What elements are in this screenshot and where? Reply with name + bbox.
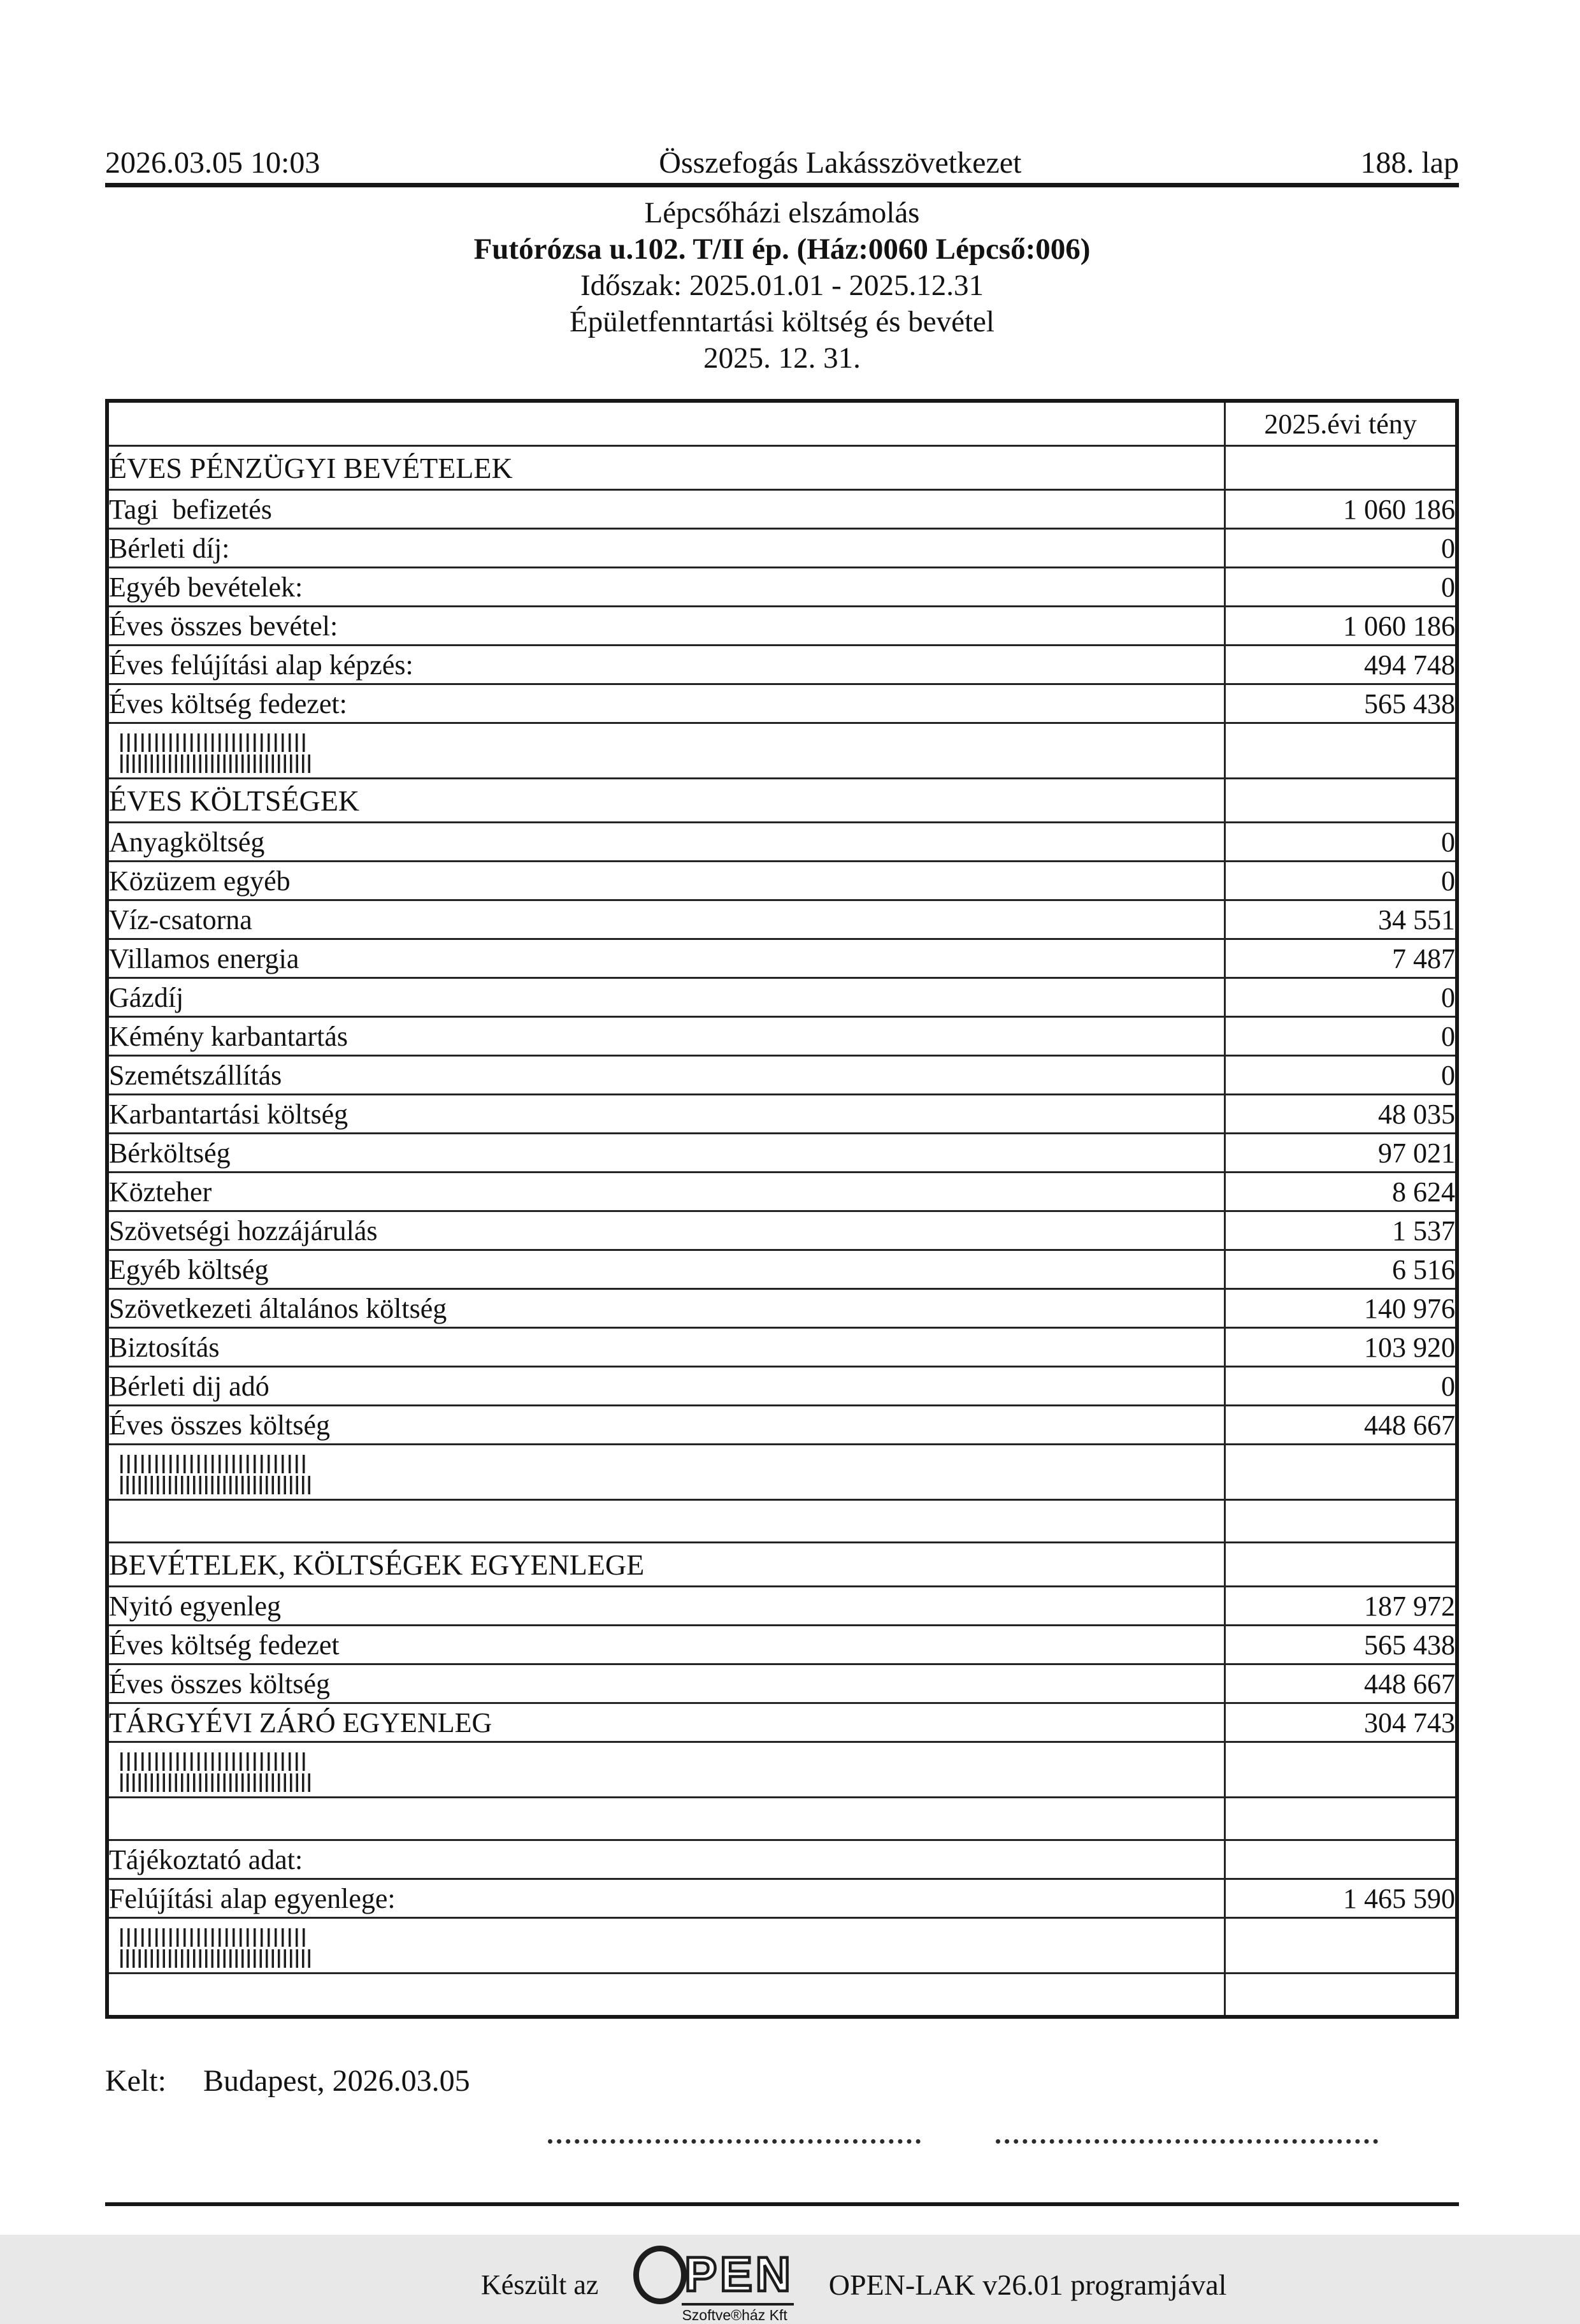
row-label: Szövetségi hozzájárulás [107, 1211, 1225, 1250]
row-value: 0 [1225, 1017, 1458, 1056]
table-row [107, 1095, 1457, 1134]
row-value [1225, 1742, 1458, 1798]
open-softwarehouse-logo [633, 2246, 793, 2324]
hatch-bar [120, 754, 313, 773]
row-value: 97 021 [1225, 1134, 1458, 1173]
logo-pen-letters: PEN [684, 2248, 794, 2302]
row-value: 1 060 186 [1225, 490, 1458, 529]
hatch-bar [120, 1752, 305, 1771]
table-row [107, 1879, 1457, 1918]
table-row [107, 1587, 1457, 1626]
made-with-prefix: Készült az [481, 2269, 599, 2301]
hatch-bar [120, 1455, 305, 1473]
value-column-header: 2025.évi tény [1225, 401, 1458, 446]
made-with-row [481, 2246, 1459, 2324]
table-row [107, 1445, 1457, 1500]
header-page-number: 188. lap [1360, 146, 1459, 180]
title-subject: Épületfenntartási költség és bevétel [570, 305, 995, 338]
hatch-bar [120, 1949, 313, 1968]
row-label: Közteher [107, 1173, 1225, 1211]
row-value: 0 [1225, 1056, 1458, 1095]
logo-o-circle-icon [633, 2246, 687, 2304]
signature-dotted-line [548, 2138, 921, 2144]
row-label [107, 1798, 1225, 1840]
row-value [1225, 1500, 1458, 1543]
table-row [107, 779, 1457, 823]
row-label: Tagi befizetés [107, 490, 1225, 529]
title-date: 2025. 12. 31. [703, 341, 861, 375]
row-value: 187 972 [1225, 1587, 1458, 1626]
title-period: Időszak: 2025.01.01 - 2025.12.31 [580, 268, 984, 302]
row-label: Éves összes költség [107, 1406, 1225, 1445]
row-label: Éves költség fedezet: [107, 684, 1225, 723]
row-value: 304 743 [1225, 1703, 1458, 1742]
table-row [107, 490, 1457, 529]
made-with-program: OPEN-LAK v26.01 programjával [828, 2269, 1227, 2302]
table-row [107, 1056, 1457, 1095]
table-row [107, 1017, 1457, 1056]
row-label: Éves összes bevétel: [107, 607, 1225, 646]
row-value [1225, 1918, 1458, 1974]
table-row [107, 1500, 1457, 1543]
row-label: ÉVES KÖLTSÉGEK [107, 779, 1225, 823]
table-row [107, 1664, 1457, 1703]
dated-at-value: Budapest, 2026.03.05 [203, 2064, 470, 2098]
row-label: Egyéb bevételek: [107, 568, 1225, 607]
hatch-cell [107, 1445, 1225, 1500]
table-row [107, 1918, 1457, 1974]
table-row [107, 1406, 1457, 1445]
row-label: Biztosítás [107, 1328, 1225, 1367]
table-row [107, 446, 1457, 490]
hatch-bar [120, 1773, 313, 1792]
row-value [1225, 446, 1458, 490]
dated-at-label: Kelt: [105, 2064, 166, 2098]
row-label: Szövetkezeti általános költség [107, 1289, 1225, 1328]
row-value: 1 537 [1225, 1211, 1458, 1250]
row-value: 0 [1225, 978, 1458, 1017]
table-row [107, 823, 1457, 862]
table-row [107, 939, 1457, 978]
table-row [107, 1840, 1457, 1879]
table-row [107, 646, 1457, 684]
row-value: 103 920 [1225, 1328, 1458, 1367]
row-value [1225, 1543, 1458, 1587]
row-value: 0 [1225, 568, 1458, 607]
report-title-block [105, 195, 1459, 376]
table-row [107, 1134, 1457, 1173]
row-label: Éves költség fedezet [107, 1626, 1225, 1664]
row-label: Bérleti dij adó [107, 1367, 1225, 1406]
financial-table [105, 399, 1459, 2019]
table-row [107, 1742, 1457, 1798]
table-row [107, 684, 1457, 723]
footer-divider [105, 2202, 1459, 2206]
row-value: 448 667 [1225, 1406, 1458, 1445]
dated-at-line [105, 2063, 1459, 2098]
row-value: 48 035 [1225, 1095, 1458, 1134]
row-label: Víz-csatorna [107, 900, 1225, 939]
row-label [107, 1500, 1225, 1543]
table-row [107, 401, 1457, 446]
row-label: Gázdíj [107, 978, 1225, 1017]
row-value: 0 [1225, 862, 1458, 900]
row-label: Bérleti díj: [107, 529, 1225, 568]
row-value [1225, 1798, 1458, 1840]
row-label: Felújítási alap egyenlege: [107, 1879, 1225, 1918]
row-value: 34 551 [1225, 900, 1458, 939]
row-label: BEVÉTELEK, KÖLTSÉGEK EGYENLEGE [107, 1543, 1225, 1587]
table-row [107, 529, 1457, 568]
signature-row [105, 2138, 1459, 2144]
row-label: Karbantartási költség [107, 1095, 1225, 1134]
hatch-bar [120, 1928, 305, 1947]
row-value: 565 438 [1225, 684, 1458, 723]
row-label: ÉVES PÉNZÜGYI BEVÉTELEK [107, 446, 1225, 490]
table-row [107, 1703, 1457, 1742]
table-row [107, 978, 1457, 1017]
table-row [107, 607, 1457, 646]
row-label: Egyéb költség [107, 1250, 1225, 1289]
hatch-bar [120, 733, 305, 752]
title-report-type: Lépcsőházi elszámolás [644, 196, 920, 230]
row-value [1225, 1840, 1458, 1879]
row-value: 494 748 [1225, 646, 1458, 684]
row-label: Éves összes költség [107, 1664, 1225, 1703]
row-label: Szemétszállítás [107, 1056, 1225, 1095]
row-label: Bérköltség [107, 1134, 1225, 1173]
table-row [107, 1367, 1457, 1406]
title-address: Futórózsa u.102. T/II ép. (Ház:0060 Lépcső:006) [473, 233, 1091, 266]
row-value: 6 516 [1225, 1250, 1458, 1289]
row-label: Anyagköltség [107, 823, 1225, 862]
row-value: 0 [1225, 529, 1458, 568]
row-value: 7 487 [1225, 939, 1458, 978]
hatch-cell [107, 1918, 1225, 1974]
row-label: Tájékoztató adat: [107, 1840, 1225, 1879]
table-row [107, 1543, 1457, 1587]
table-row [107, 1289, 1457, 1328]
table-row [107, 1250, 1457, 1289]
row-label: Nyitó egyenleg [107, 1587, 1225, 1626]
table-row [107, 1211, 1457, 1250]
row-label: Villamos energia [107, 939, 1225, 978]
row-value: 8 624 [1225, 1173, 1458, 1211]
row-value [1225, 723, 1458, 779]
row-label [107, 401, 1225, 446]
row-value: 448 667 [1225, 1664, 1458, 1703]
row-label: Kémény karbantartás [107, 1017, 1225, 1056]
row-value: 0 [1225, 823, 1458, 862]
row-value [1225, 1974, 1458, 2017]
table-row [107, 862, 1457, 900]
row-value [1225, 1445, 1458, 1500]
hatch-bar [120, 1476, 313, 1494]
table-row [107, 1328, 1457, 1367]
logo-company-name: Szoftve®ház Kft [682, 2303, 793, 2324]
hatch-cell [107, 1742, 1225, 1798]
row-label: Közüzem egyéb [107, 862, 1225, 900]
row-value: 140 976 [1225, 1289, 1458, 1328]
row-value: 1 060 186 [1225, 607, 1458, 646]
table-row [107, 568, 1457, 607]
row-value: 0 [1225, 1367, 1458, 1406]
signature-dotted-line [996, 2138, 1378, 2144]
row-value: 565 438 [1225, 1626, 1458, 1664]
table-row [107, 900, 1457, 939]
report-content [105, 145, 1459, 2324]
table-row [107, 1173, 1457, 1211]
report-header [105, 145, 1459, 187]
header-organization: Összefogás Lakásszövetkezet [659, 146, 1022, 180]
table-row [107, 1974, 1457, 2017]
row-label: Éves felújítási alap képzés: [107, 646, 1225, 684]
table-row [107, 1626, 1457, 1664]
hatch-cell [107, 723, 1225, 779]
row-label: TÁRGYÉVI ZÁRÓ EGYENLEG [107, 1703, 1225, 1742]
table-row [107, 723, 1457, 779]
report-table-body [107, 401, 1457, 2017]
header-datetime: 2026.03.05 10:03 [105, 146, 320, 180]
row-value: 1 465 590 [1225, 1879, 1458, 1918]
table-row [107, 1798, 1457, 1840]
logo-wordmark [633, 2246, 793, 2304]
row-label [107, 1974, 1225, 2017]
row-value [1225, 779, 1458, 823]
